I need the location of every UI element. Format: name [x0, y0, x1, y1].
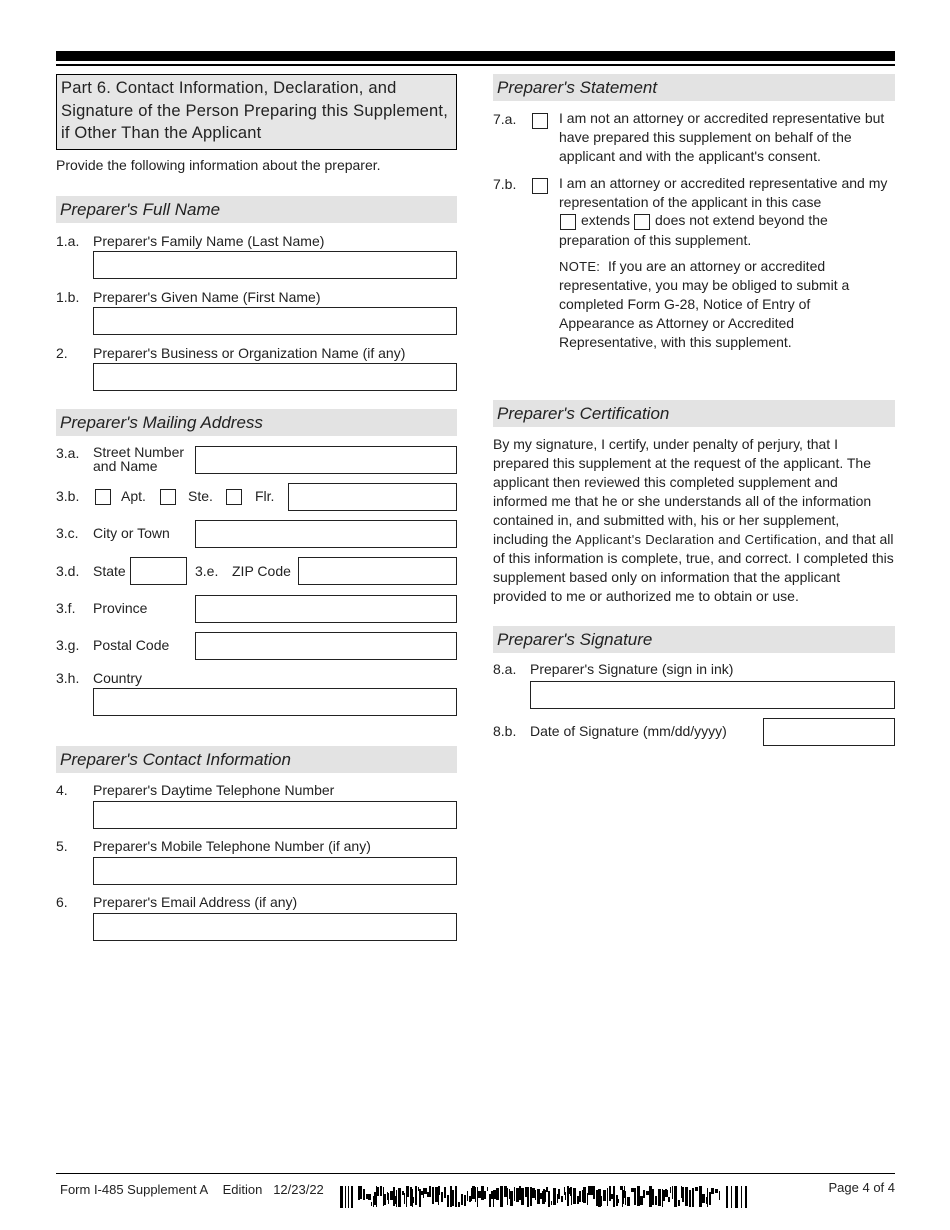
street-label-line-2: and Name [93, 458, 158, 474]
item-number: 3.f. [56, 600, 76, 616]
does-not-extend-label: does not extend beyond the [655, 212, 828, 228]
signature-date-input[interactable] [763, 718, 895, 746]
ste-checkbox[interactable] [160, 489, 176, 505]
mailing-address-fields [56, 436, 457, 736]
page-number: Page 4 of 4 [828, 1180, 895, 1195]
section-heading-contact-information: Preparer's Contact Information [56, 746, 457, 773]
organization-name-label: Preparer's Business or Organization Name (if any) [93, 345, 406, 361]
zip-input[interactable] [298, 557, 457, 585]
item-number: 4. [56, 782, 68, 798]
header-rule-thick [56, 51, 895, 61]
item-number: 2. [56, 345, 68, 361]
section-heading-certification: Preparer's Certification [493, 400, 895, 427]
item-number: 3.h. [56, 670, 80, 686]
postal-code-label: Postal Code [93, 637, 170, 653]
item-number: 8.b. [493, 723, 517, 739]
left-column [56, 74, 457, 953]
daytime-phone-label: Preparer's Daytime Telephone Number [93, 782, 335, 798]
item-number: 1.a. [56, 233, 80, 249]
province-label: Province [93, 600, 148, 616]
contact-fields [56, 773, 457, 953]
item-number: 6. [56, 894, 68, 910]
street-label-line-1: Street Number [93, 444, 185, 460]
footer-edition-label: Edition [222, 1182, 263, 1197]
province-input[interactable] [195, 595, 457, 623]
signature-label: Preparer's Signature (sign in ink) [530, 661, 734, 677]
note-label: NOTE: [559, 259, 601, 274]
barcode-graphic [340, 1186, 750, 1208]
family-name-label: Preparer's Family Name (Last Name) [93, 233, 325, 249]
item-number: 1.b. [56, 289, 80, 305]
footer-edition-date: 12/23/22 [273, 1182, 324, 1197]
given-name-label: Preparer's Given Name (First Name) [93, 289, 321, 305]
ste-label: Ste. [188, 488, 213, 504]
item-number: 5. [56, 838, 68, 854]
mobile-phone-label: Preparer's Mobile Telephone Number (if any) [93, 838, 371, 854]
statement-b-text: I am an attorney or accredited representative and my representation of the applicant in this case [559, 175, 888, 210]
country-input[interactable] [93, 688, 457, 716]
section-heading-signature: Preparer's Signature [493, 626, 895, 653]
apt-checkbox[interactable] [95, 489, 111, 505]
item-number: 3.g. [56, 637, 80, 653]
section-heading-full-name: Preparer's Full Name [56, 196, 457, 223]
country-label: Country [93, 670, 143, 686]
family-name-input[interactable] [93, 251, 457, 279]
flr-checkbox[interactable] [226, 489, 242, 505]
apt-label: Apt. [121, 488, 146, 504]
footer-form-name: Form I-485 Supplement A [60, 1182, 209, 1197]
postal-code-input[interactable] [195, 632, 457, 660]
full-name-fields [56, 223, 457, 401]
city-input[interactable] [195, 520, 457, 548]
footer-rule [56, 1173, 895, 1174]
attorney-checkbox[interactable] [532, 178, 548, 194]
daytime-phone-input[interactable] [93, 801, 457, 829]
item-number: 8.a. [493, 661, 517, 677]
organization-name-input[interactable] [93, 363, 457, 391]
statement-note [559, 257, 879, 352]
signature-date-label: Date of Signature (mm/dd/yyyy) [530, 723, 727, 739]
statement-a-text: I am not an attorney or accredited representative but have prepared this supplement on behalf of the applicant and with the applicant's consent. [559, 110, 885, 164]
state-label: State [93, 563, 126, 579]
certification-text [493, 435, 895, 606]
item-number: 7.b. [493, 176, 517, 192]
city-label: City or Town [93, 525, 170, 541]
signature-fields [493, 653, 895, 753]
item-number: 3.e. [195, 563, 219, 579]
email-label: Preparer's Email Address (if any) [93, 894, 298, 910]
part-intro: Provide the following information about the preparer. [56, 157, 381, 173]
not-attorney-checkbox[interactable] [532, 113, 548, 129]
item-number: 3.c. [56, 525, 79, 541]
zip-label: ZIP Code [232, 563, 291, 579]
extends-checkbox[interactable] [560, 214, 576, 230]
street-label [93, 445, 184, 473]
right-column [493, 74, 895, 753]
item-number: 3.b. [56, 488, 80, 504]
extends-label: extends [581, 212, 631, 228]
section-heading-statement: Preparer's Statement [493, 74, 895, 101]
email-input[interactable] [93, 913, 457, 941]
part-title: Part 6. Contact Information, Declaration, and Signature of the Person Preparing this Supplement, if Other Than the Applicant [56, 74, 457, 150]
note-text: If you are an attorney or accredited representative, you may be obliged to submit a completed Form G-28, Notice of Entry of Appearance as Attorney or Accredited Representative, with this supplement. [559, 258, 850, 350]
street-input[interactable] [195, 446, 457, 474]
statement-b-text-cont: preparation of this supplement. [559, 232, 752, 248]
given-name-input[interactable] [93, 307, 457, 335]
flr-label: Flr. [255, 488, 275, 504]
certification-reference: Applicant's Declaration and Certification [575, 532, 818, 547]
statement-options [493, 101, 895, 371]
item-number: 3.a. [56, 445, 80, 461]
state-select[interactable] [130, 557, 187, 585]
item-number: 7.a. [493, 111, 517, 127]
certification-text-2: , and that all of this information is complete, true, and correct. I completed this supplement based only on information that the applicant provided to me or authorized me to obtain or use. [493, 531, 894, 604]
unit-number-input[interactable] [288, 483, 457, 511]
section-heading-mailing-address: Preparer's Mailing Address [56, 409, 457, 436]
mobile-phone-input[interactable] [93, 857, 457, 885]
signature-input[interactable] [530, 681, 895, 709]
header-rule-thin [56, 64, 895, 66]
does-not-extend-checkbox[interactable] [634, 214, 650, 230]
item-number: 3.d. [56, 563, 80, 579]
footer-form-info [60, 1182, 324, 1197]
certification-text-1: By my signature, I certify, under penalty of perjury, that I prepared this supplement at the request of the applicant. The applicant then reviewed this completed supplement and informed me that he or she understands all of the information contained in, and submitted with, his or her supplement, including the [493, 436, 872, 547]
